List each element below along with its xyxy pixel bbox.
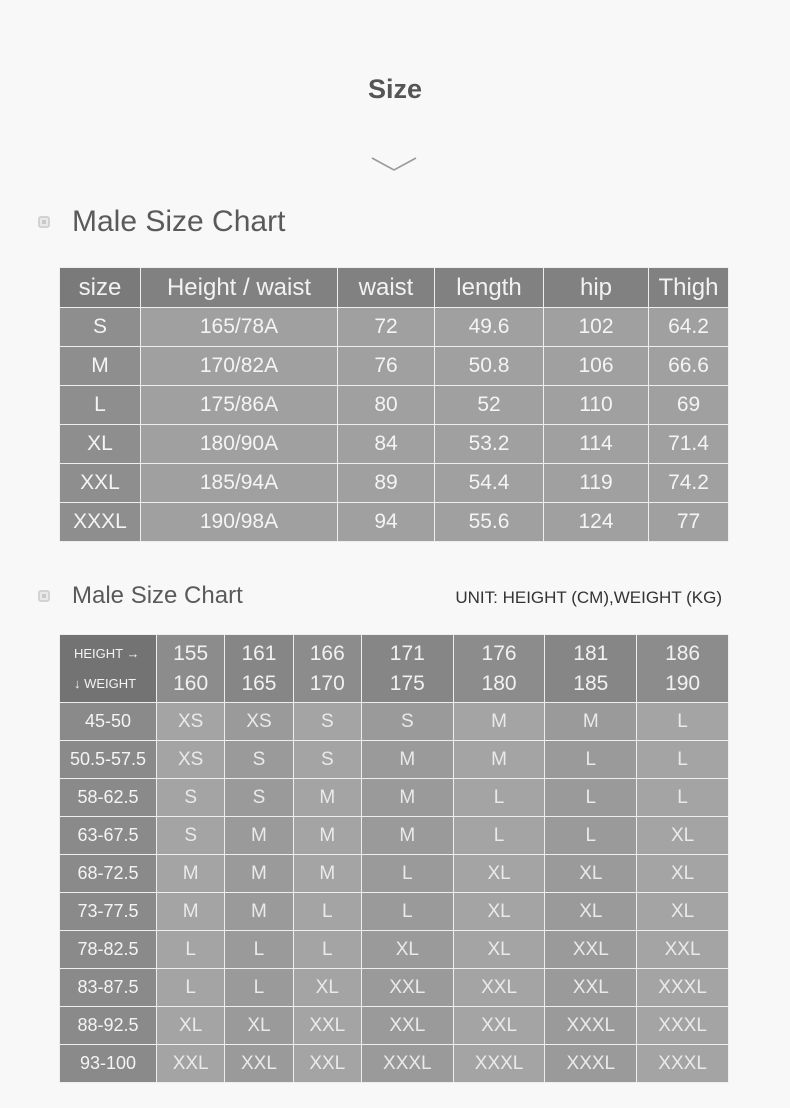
column-header: waist <box>338 268 435 308</box>
table-row <box>60 931 729 969</box>
height-range-max: 175 <box>389 671 425 695</box>
measurement-cell: 185/94A <box>141 464 338 503</box>
table-row <box>60 817 729 855</box>
table-row <box>60 503 729 542</box>
size-cell: M <box>157 893 225 931</box>
measurement-cell: 124 <box>544 503 649 542</box>
weight-range-cell: 73-77.5 <box>60 893 157 931</box>
size-cell: L <box>637 741 729 779</box>
table-row <box>60 703 729 741</box>
measurement-cell: 64.2 <box>649 308 729 347</box>
size-cell: XXL <box>453 969 545 1007</box>
size-cell: L <box>545 779 637 817</box>
size-cell: XL <box>60 425 141 464</box>
corner-header <box>60 635 157 703</box>
size-cell: XL <box>157 1007 225 1045</box>
height-range-header <box>637 635 729 703</box>
weight-range-cell: 88-92.5 <box>60 1007 157 1045</box>
size-cell: XXL <box>157 1045 225 1083</box>
size-cell: L <box>225 931 293 969</box>
size-cell: S <box>60 308 141 347</box>
weight-range-cell: 50.5-57.5 <box>60 741 157 779</box>
size-cell: XXL <box>293 1045 361 1083</box>
height-range-max: 185 <box>573 671 609 695</box>
size-cell: L <box>225 969 293 1007</box>
size-cell: XXL <box>453 1007 545 1045</box>
size-cell: XXL <box>637 931 729 969</box>
measurement-cell: 66.6 <box>649 347 729 386</box>
weight-range-cell: 83-87.5 <box>60 969 157 1007</box>
size-cell: XXXL <box>545 1007 637 1045</box>
size-cell: S <box>293 741 361 779</box>
measurement-cell: 52 <box>435 386 544 425</box>
measurement-cell: 94 <box>338 503 435 542</box>
column-header: hip <box>544 268 649 308</box>
weight-range-cell: 78-82.5 <box>60 931 157 969</box>
size-cell: XXL <box>293 1007 361 1045</box>
height-range-min: 171 <box>389 641 425 665</box>
size-cell: XL <box>453 855 545 893</box>
size-cell: L <box>293 931 361 969</box>
size-cell: M <box>453 741 545 779</box>
size-cell: XXXL <box>637 969 729 1007</box>
size-cell: L <box>453 817 545 855</box>
measurement-cell: 190/98A <box>141 503 338 542</box>
size-cell: XXL <box>60 464 141 503</box>
size-cell: XL <box>225 1007 293 1045</box>
size-cell: XXXL <box>545 1045 637 1083</box>
size-cell: L <box>545 741 637 779</box>
size-cell: XXXL <box>453 1045 545 1083</box>
table-row <box>60 464 729 503</box>
measurement-cell: 71.4 <box>649 425 729 464</box>
size-cell: L <box>545 817 637 855</box>
size-cell: L <box>637 703 729 741</box>
measurement-cell: 89 <box>338 464 435 503</box>
size-cell: M <box>293 855 361 893</box>
table-row <box>60 855 729 893</box>
measurement-cell: 72 <box>338 308 435 347</box>
measurement-cell: 50.8 <box>435 347 544 386</box>
measurement-cell: 175/86A <box>141 386 338 425</box>
height-range-max: 165 <box>241 671 277 695</box>
size-cell: M <box>225 893 293 931</box>
size-cell: L <box>361 855 453 893</box>
column-header: length <box>435 268 544 308</box>
size-cell: XXXL <box>60 503 141 542</box>
table-row <box>60 1007 729 1045</box>
size-cell: M <box>361 779 453 817</box>
section-title: Male Size Chart <box>72 205 286 238</box>
table-row <box>60 741 729 779</box>
column-header: Thigh <box>649 268 729 308</box>
measurement-cell: 180/90A <box>141 425 338 464</box>
size-cell: S <box>361 703 453 741</box>
measurement-cell: 49.6 <box>435 308 544 347</box>
measurement-cell: 106 <box>544 347 649 386</box>
size-cell: XL <box>293 969 361 1007</box>
size-cell: M <box>60 347 141 386</box>
size-cell: XXXL <box>361 1045 453 1083</box>
table-header-row <box>60 268 729 308</box>
table-row <box>60 308 729 347</box>
size-cell: XXL <box>545 931 637 969</box>
measurement-cell: 114 <box>544 425 649 464</box>
height-range-min: 166 <box>309 641 345 665</box>
height-range-header <box>453 635 545 703</box>
size-cell: XL <box>637 855 729 893</box>
measurement-cell: 69 <box>649 386 729 425</box>
column-header: Height / waist <box>141 268 338 308</box>
size-cell: S <box>157 779 225 817</box>
measurement-cell: 84 <box>338 425 435 464</box>
size-cell: XL <box>637 817 729 855</box>
size-cell: XS <box>157 741 225 779</box>
size-cell: S <box>293 703 361 741</box>
height-range-header <box>225 635 293 703</box>
height-range-min: 186 <box>665 641 701 665</box>
size-cell: XXXL <box>637 1045 729 1083</box>
weight-range-cell: 68-72.5 <box>60 855 157 893</box>
size-cell: L <box>361 893 453 931</box>
size-measurement-table <box>59 267 729 542</box>
measurement-cell: 170/82A <box>141 347 338 386</box>
size-cell: XS <box>157 703 225 741</box>
size-cell: XL <box>545 855 637 893</box>
section-header <box>38 205 285 239</box>
size-cell: S <box>225 779 293 817</box>
size-cell: S <box>157 817 225 855</box>
size-cell: M <box>361 741 453 779</box>
weight-range-cell: 63-67.5 <box>60 817 157 855</box>
column-header: size <box>60 268 141 308</box>
size-cell: L <box>453 779 545 817</box>
size-cell: XL <box>361 931 453 969</box>
height-range-header <box>361 635 453 703</box>
size-cell: M <box>361 817 453 855</box>
height-range-header <box>157 635 225 703</box>
size-cell: L <box>293 893 361 931</box>
table-row <box>60 893 729 931</box>
height-axis-label: HEIGHT → <box>74 645 140 661</box>
table-row <box>60 779 729 817</box>
height-range-max: 160 <box>173 671 209 695</box>
size-cell: M <box>293 817 361 855</box>
size-cell: M <box>453 703 545 741</box>
measurement-cell: 76 <box>338 347 435 386</box>
table-row <box>60 386 729 425</box>
size-cell: XXL <box>361 1007 453 1045</box>
chevron-down-icon <box>370 155 418 173</box>
size-cell: XL <box>453 893 545 931</box>
height-range-min: 155 <box>173 641 209 665</box>
size-cell: XXXL <box>637 1007 729 1045</box>
size-cell: S <box>225 741 293 779</box>
size-cell: XL <box>453 931 545 969</box>
size-cell: L <box>637 779 729 817</box>
measurement-cell: 110 <box>544 386 649 425</box>
size-cell: M <box>157 855 225 893</box>
size-cell: L <box>157 969 225 1007</box>
measurement-cell: 102 <box>544 308 649 347</box>
size-cell: M <box>225 817 293 855</box>
weight-range-cell: 45-50 <box>60 703 157 741</box>
height-range-min: 161 <box>241 641 277 665</box>
table-row <box>60 425 729 464</box>
size-cell: XL <box>637 893 729 931</box>
unit-note: UNIT: HEIGHT (CM),WEIGHT (KG) <box>455 588 722 607</box>
height-range-header <box>293 635 361 703</box>
size-cell: XS <box>225 703 293 741</box>
height-weight-size-table <box>59 634 729 1083</box>
bullet-icon <box>38 216 50 228</box>
table-row <box>60 969 729 1007</box>
measurement-cell: 119 <box>544 464 649 503</box>
size-cell: L <box>157 931 225 969</box>
height-range-min: 181 <box>573 641 609 665</box>
size-cell: M <box>293 779 361 817</box>
height-range-max: 170 <box>309 671 345 695</box>
size-cell: XXL <box>361 969 453 1007</box>
section-header <box>38 582 243 610</box>
table-row <box>60 347 729 386</box>
measurement-cell: 77 <box>649 503 729 542</box>
weight-range-cell: 93-100 <box>60 1045 157 1083</box>
height-range-header <box>545 635 637 703</box>
measurement-cell: 55.6 <box>435 503 544 542</box>
section-title: Male Size Chart <box>72 582 243 609</box>
height-range-min: 176 <box>481 641 517 665</box>
size-cell: XXL <box>225 1045 293 1083</box>
bullet-icon <box>38 590 50 602</box>
size-cell: XL <box>545 893 637 931</box>
size-cell: XXL <box>545 969 637 1007</box>
page-title: Size <box>367 74 423 104</box>
weight-range-cell: 58-62.5 <box>60 779 157 817</box>
table-row <box>60 1045 729 1083</box>
measurement-cell: 165/78A <box>141 308 338 347</box>
size-cell: M <box>225 855 293 893</box>
table-header-row <box>60 635 729 703</box>
size-cell: L <box>60 386 141 425</box>
measurement-cell: 74.2 <box>649 464 729 503</box>
weight-axis-label: ↓ WEIGHT <box>74 675 137 691</box>
height-range-max: 190 <box>665 671 701 695</box>
measurement-cell: 54.4 <box>435 464 544 503</box>
height-range-max: 180 <box>481 671 517 695</box>
measurement-cell: 53.2 <box>435 425 544 464</box>
measurement-cell: 80 <box>338 386 435 425</box>
size-cell: M <box>545 703 637 741</box>
